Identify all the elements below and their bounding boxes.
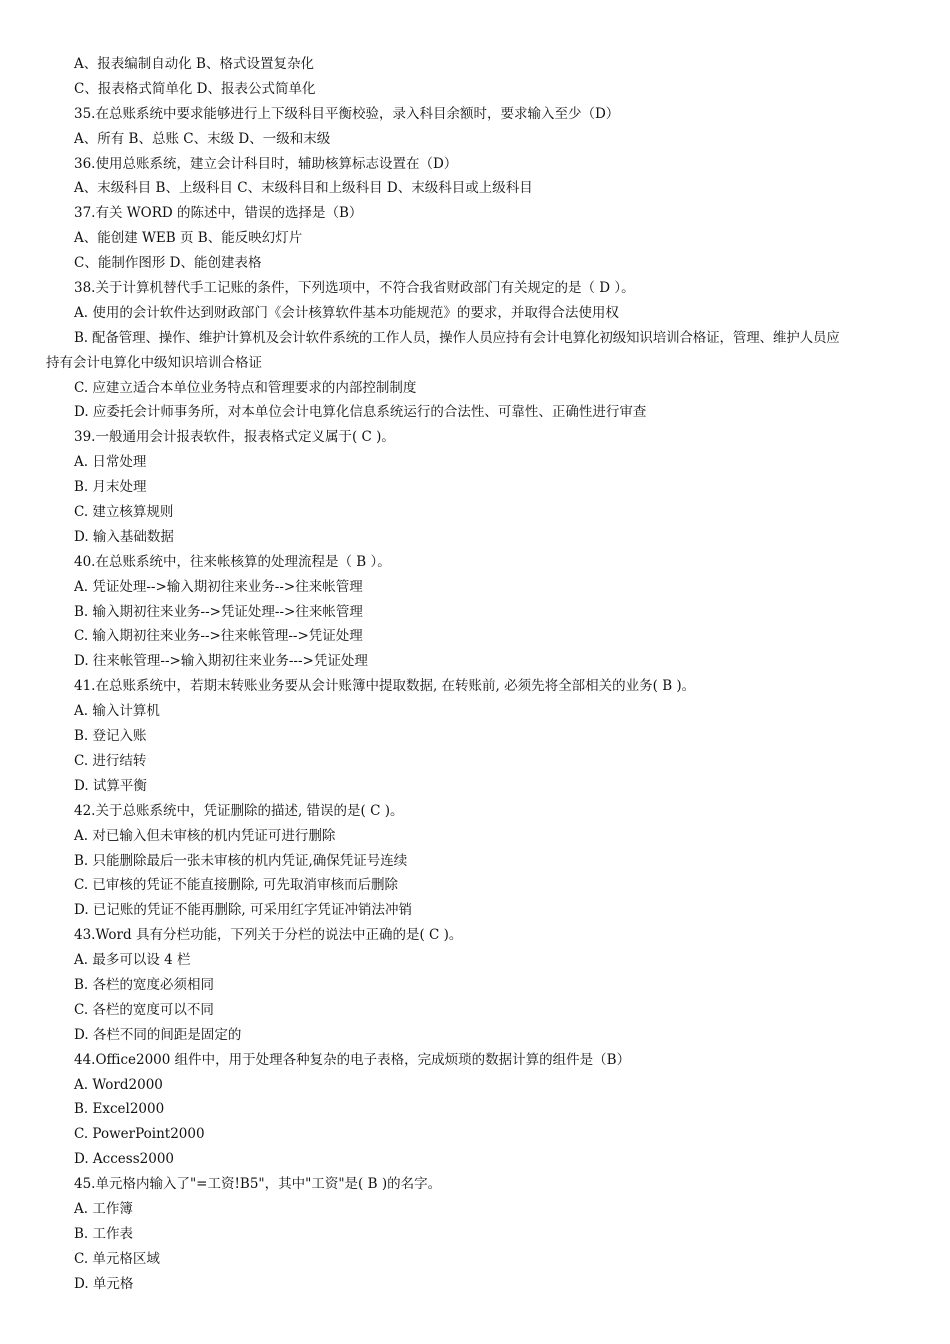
question-38: 38.关于计算机替代手工记账的条件，下列选项中，不符合我省财政部门有关规定的是（ D ）。	[74, 280, 635, 297]
question-44: 44.Office2000 组件中，用于处理各种复杂的电子表格，完成烦琐的数据计算的组件是（B）	[74, 1051, 631, 1068]
option-line: A. 工作簿	[74, 1200, 133, 1217]
option-line-continued: 持有会计电算化中级知识培训合格证	[46, 354, 262, 371]
option-line: A. 日常处理	[74, 454, 147, 471]
option-line: D. 单元格	[74, 1275, 134, 1292]
option-line: C. 已审核的凭证不能直接删除, 可先取消审核而后删除	[74, 877, 399, 894]
option-line: B. 月末处理	[74, 479, 147, 496]
option-line: D. 试算平衡	[74, 777, 147, 794]
option-line: C. PowerPoint2000	[74, 1126, 205, 1143]
option-line: A、报表编制自动化 B、格式设置复杂化	[74, 56, 314, 72]
question-39: 39.一般通用会计报表软件，报表格式定义属于( C )。	[74, 429, 395, 446]
question-45: 45.单元格内输入了"=工资!B5"，其中"工资"是( B )的名字。	[74, 1176, 442, 1193]
question-37: 37.有关 WORD 的陈述中，错误的选择是（B）	[74, 205, 363, 222]
option-line: B. 只能删除最后一张未审核的机内凭证,确保凭证号连续	[74, 852, 408, 869]
option-line: D. 各栏不同的间距是固定的	[74, 1026, 242, 1043]
option-line: B. 输入期初往来业务-->凭证处理-->往来帐管理	[74, 603, 363, 620]
option-line: A、所有 B、总账 C、末级 D、一级和末级	[74, 130, 331, 147]
question-35: 35.在总账系统中要求能够进行上下级科目平衡校验，录入科目余额时，要求输入至少（D）	[74, 105, 620, 122]
option-line: C、报表格式简单化 D、报表公式简单化	[74, 80, 316, 97]
option-line: C. 应建立适合本单位业务特点和管理要求的内部控制制度	[74, 379, 417, 396]
question-43: 43.Word 具有分栏功能，下列关于分栏的说法中正确的是( C )。	[74, 927, 463, 944]
option-line: A. 使用的会计软件达到财政部门《会计核算软件基本功能规范》的要求，并取得合法使用权	[74, 304, 619, 321]
option-line: B. 各栏的宽度必须相同	[74, 976, 215, 993]
option-line: B. 工作表	[74, 1225, 134, 1242]
option-line: D. Access2000	[74, 1151, 174, 1168]
option-line: B. Excel2000	[74, 1101, 165, 1118]
option-line: A. 输入计算机	[74, 703, 160, 720]
option-line: D. 往来帐管理-->输入期初往来业务--->凭证处理	[74, 653, 368, 670]
option-line: C. 输入期初往来业务-->往来帐管理-->凭证处理	[74, 628, 363, 645]
question-40: 40.在总账系统中，往来帐核算的处理流程是（ B ）。	[74, 553, 391, 570]
option-line: C. 单元格区域	[74, 1250, 160, 1267]
option-line: B. 登记入账	[74, 728, 147, 745]
option-line: A. 凭证处理-->输入期初往来业务-->往来帐管理	[74, 578, 363, 595]
option-line: C. 进行结转	[74, 752, 147, 769]
option-line: C. 建立核算规则	[74, 504, 174, 521]
option-line: D. 已记账的凭证不能再删除, 可采用红字凭证冲销法冲销	[74, 902, 413, 919]
question-41: 41.在总账系统中，若期末转账业务要从会计账簿中提取数据, 在转账前, 必须先将全部相关的业务( B )。	[74, 678, 696, 695]
question-36: 36.使用总账系统，建立会计科目时，辅助核算标志设置在（D）	[74, 155, 458, 172]
option-line: C. 各栏的宽度可以不同	[74, 1001, 214, 1018]
option-line: A. Word2000	[74, 1076, 163, 1093]
option-line: A、能创建 WEB 页 B、能反映幻灯片	[74, 230, 303, 247]
option-line: C、能制作图形 D、能创建表格	[74, 255, 262, 272]
option-line: D. 应委托会计师事务所，对本单位会计电算化信息系统运行的合法性、可靠性、正确性进行审查	[74, 404, 647, 421]
option-line: D. 输入基础数据	[74, 528, 174, 545]
option-line: A、末级科目 B、上级科目 C、末级科目和上级科目 D、末级科目或上级科目	[74, 180, 533, 197]
option-line: A. 最多可以设 4 栏	[74, 952, 191, 969]
option-line: B. 配备管理、操作、维护计算机及会计软件系统的工作人员，操作人员应持有会计电算化初级知识培训合格证，管理、维护人员应	[74, 329, 840, 346]
document-body	[46, 52, 906, 1297]
option-line: A. 对已输入但未审核的机内凭证可进行删除	[74, 827, 336, 844]
question-42: 42.关于总账系统中，凭证删除的描述, 错误的是( C )。	[74, 802, 404, 819]
